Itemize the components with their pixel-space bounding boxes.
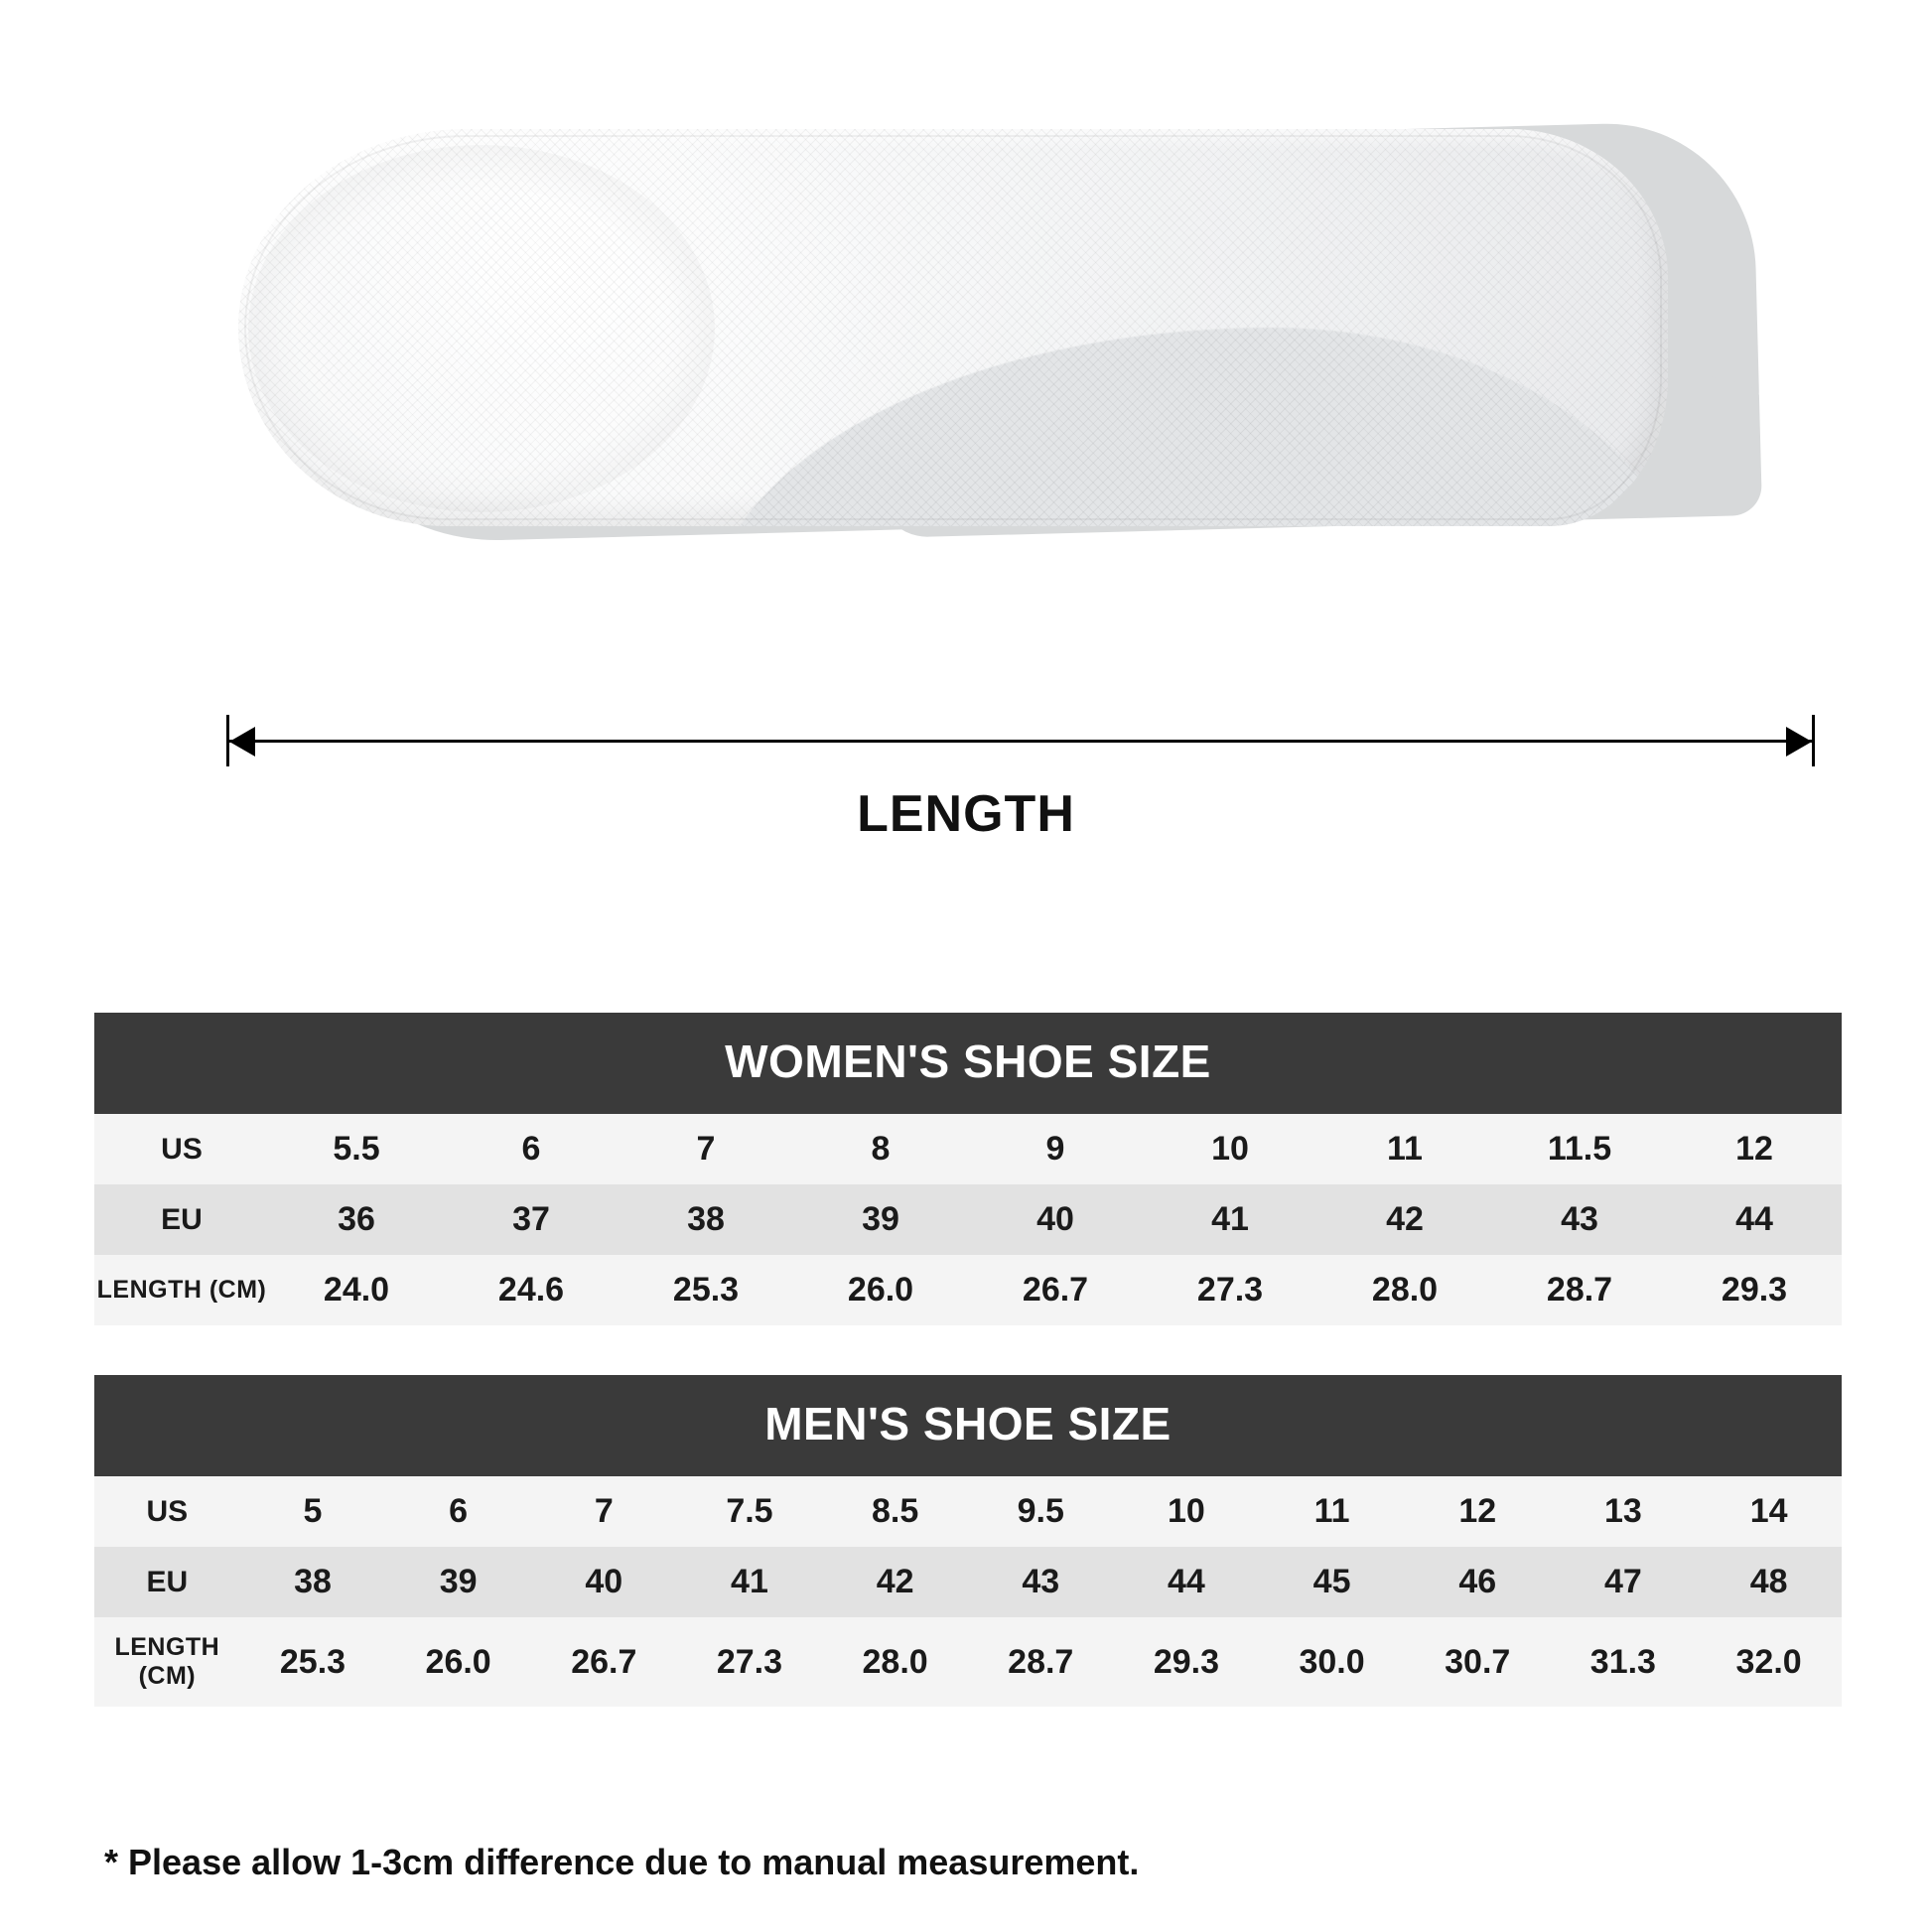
womens-size-table — [94, 1013, 1842, 1325]
cell-eu-1: 39 — [385, 1547, 531, 1617]
row-label-length: LENGTH (CM) — [94, 1255, 269, 1325]
cell-eu-2: 40 — [531, 1547, 677, 1617]
cell-eu-9: 47 — [1551, 1547, 1697, 1617]
cell-length-8: 30.7 — [1405, 1617, 1551, 1707]
row-label-us: US — [94, 1476, 240, 1547]
row-label-eu: EU — [94, 1547, 240, 1617]
arrow-left-icon — [229, 727, 255, 757]
insole-illustration — [0, 0, 1932, 874]
cell-eu-5: 43 — [968, 1547, 1114, 1617]
cell-length-5: 28.7 — [968, 1617, 1114, 1707]
cell-us-2: 7 — [531, 1476, 677, 1547]
cell-us-7: 11 — [1259, 1476, 1405, 1547]
table-row — [94, 1184, 1842, 1255]
cell-eu-3: 39 — [793, 1184, 968, 1255]
cell-eu-8: 46 — [1405, 1547, 1551, 1617]
cell-us-3: 8 — [793, 1114, 968, 1184]
cell-length-1: 24.6 — [444, 1255, 619, 1325]
cell-length-4: 28.0 — [822, 1617, 968, 1707]
arrow-right-icon — [1786, 727, 1812, 757]
mens-size-table — [94, 1375, 1842, 1707]
cell-length-2: 25.3 — [619, 1255, 793, 1325]
cell-eu-2: 38 — [619, 1184, 793, 1255]
cell-us-5: 10 — [1143, 1114, 1317, 1184]
cell-eu-10: 48 — [1696, 1547, 1842, 1617]
cell-length-8: 29.3 — [1667, 1255, 1842, 1325]
dimension-line — [229, 740, 1812, 743]
cell-eu-7: 43 — [1492, 1184, 1667, 1255]
cell-length-1: 26.0 — [385, 1617, 531, 1707]
cell-us-1: 6 — [444, 1114, 619, 1184]
cell-us-4: 8.5 — [822, 1476, 968, 1547]
cell-eu-6: 42 — [1317, 1184, 1492, 1255]
cell-us-8: 12 — [1405, 1476, 1551, 1547]
cell-eu-7: 45 — [1259, 1547, 1405, 1617]
cell-eu-6: 44 — [1114, 1547, 1260, 1617]
cell-length-4: 26.7 — [968, 1255, 1143, 1325]
insole-upper-layer — [238, 129, 1668, 526]
cell-length-7: 28.7 — [1492, 1255, 1667, 1325]
cell-us-6: 10 — [1114, 1476, 1260, 1547]
row-label-us: US — [94, 1114, 269, 1184]
cell-us-9: 13 — [1551, 1476, 1697, 1547]
cell-us-7: 11.5 — [1492, 1114, 1667, 1184]
measurement-footnote: * Please allow 1-3cm difference due to manual measurement. — [104, 1842, 1140, 1882]
cell-us-10: 14 — [1696, 1476, 1842, 1547]
table-row — [94, 1547, 1842, 1617]
table-row — [94, 1617, 1842, 1707]
cell-length-7: 30.0 — [1259, 1617, 1405, 1707]
cell-eu-0: 36 — [269, 1184, 444, 1255]
table-row — [94, 1255, 1842, 1325]
cell-us-0: 5 — [240, 1476, 386, 1547]
cell-length-9: 31.3 — [1551, 1617, 1697, 1707]
table-row — [94, 1476, 1842, 1547]
cell-length-6: 29.3 — [1114, 1617, 1260, 1707]
cell-eu-1: 37 — [444, 1184, 619, 1255]
mens-table-title: MEN'S SHOE SIZE — [94, 1375, 1842, 1476]
dimension-tick-right — [1812, 715, 1815, 766]
cell-length-3: 27.3 — [677, 1617, 823, 1707]
table-title-row — [94, 1013, 1842, 1114]
cell-length-2: 26.7 — [531, 1617, 677, 1707]
size-tables — [94, 1013, 1842, 1756]
cell-length-5: 27.3 — [1143, 1255, 1317, 1325]
cell-us-8: 12 — [1667, 1114, 1842, 1184]
cell-us-1: 6 — [385, 1476, 531, 1547]
cell-eu-5: 41 — [1143, 1184, 1317, 1255]
insole-graphic — [238, 129, 1767, 576]
cell-length-10: 32.0 — [1696, 1617, 1842, 1707]
cell-eu-4: 42 — [822, 1547, 968, 1617]
cell-length-0: 25.3 — [240, 1617, 386, 1707]
insole-rim — [244, 135, 1662, 520]
cell-eu-3: 41 — [677, 1547, 823, 1617]
length-dimension-arrow — [226, 715, 1815, 774]
cell-eu-0: 38 — [240, 1547, 386, 1617]
cell-eu-4: 40 — [968, 1184, 1143, 1255]
length-label: LENGTH — [857, 785, 1075, 843]
row-label-length: LENGTH (CM) — [94, 1617, 240, 1707]
table-title-row — [94, 1375, 1842, 1476]
cell-eu-8: 44 — [1667, 1184, 1842, 1255]
row-label-eu: EU — [94, 1184, 269, 1255]
cell-us-4: 9 — [968, 1114, 1143, 1184]
womens-table-title: WOMEN'S SHOE SIZE — [94, 1013, 1842, 1114]
cell-length-6: 28.0 — [1317, 1255, 1492, 1325]
table-row — [94, 1114, 1842, 1184]
cell-us-0: 5.5 — [269, 1114, 444, 1184]
cell-us-5: 9.5 — [968, 1476, 1114, 1547]
cell-us-3: 7.5 — [677, 1476, 823, 1547]
cell-us-2: 7 — [619, 1114, 793, 1184]
cell-length-3: 26.0 — [793, 1255, 968, 1325]
cell-length-0: 24.0 — [269, 1255, 444, 1325]
cell-us-6: 11 — [1317, 1114, 1492, 1184]
